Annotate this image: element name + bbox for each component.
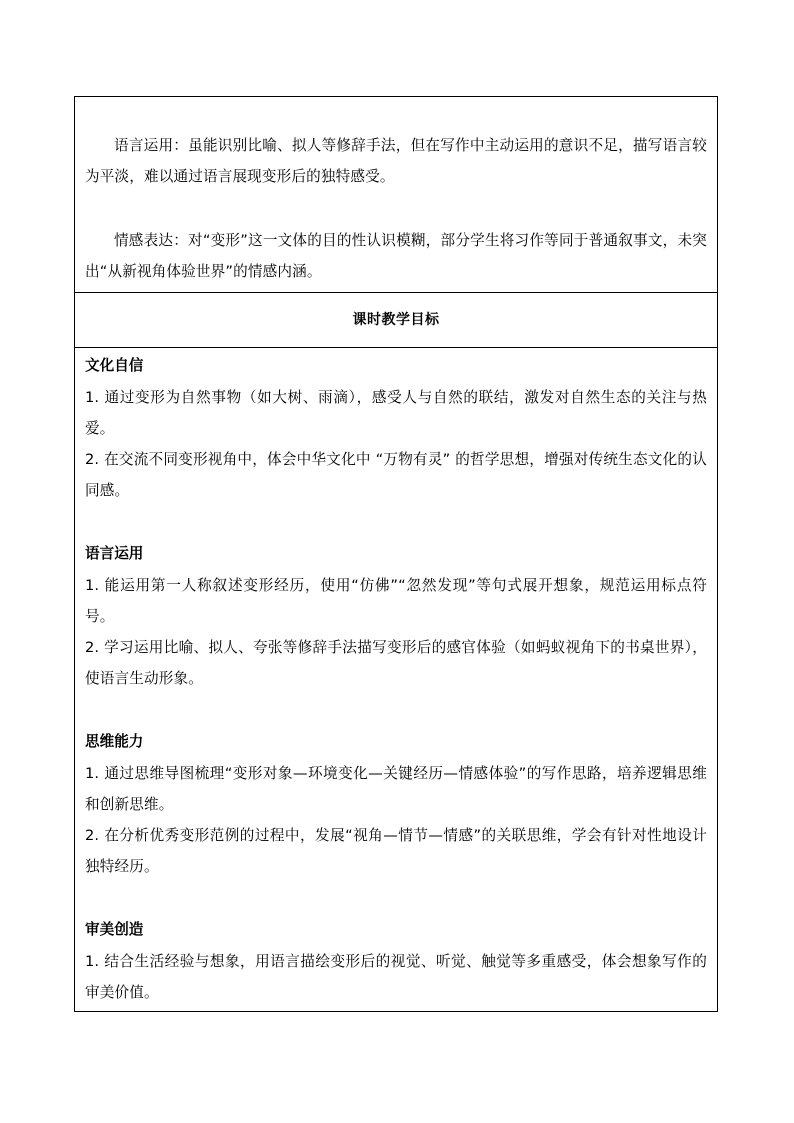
objectives-header-cell [75,293,717,348]
section-title: 文化自信 [85,357,144,374]
language-use-analysis: 语言运用：虽能识别比喻、拟人等修辞手法，但在写作中主动运用的意识不足，描写语言较为平淡，难以通过语言展现变形后的独特感受。 [85,137,707,185]
objective-item: 1. 通过思维导图梳理“变形对象—环境变化—关键经历—情感体验”的写作思路，培养逻辑思维和创新思维。 [85,765,707,813]
section-language-use [85,538,707,694]
section-thinking-ability [85,726,707,882]
section-title: 思维能力 [85,733,144,750]
emotion-expression-analysis: 情感表达：对“变形”这一文体的目的性认识模糊，部分学生将习作等同于普通叙事文，未突出“从新视角体验世界”的情感内涵。 [85,232,707,280]
objective-item: 1. 结合生活经验与想象，用语言描绘变形后的视觉、听觉、触觉等多重感受，体会想象写作的审美价值。 [85,953,707,1001]
section-title: 语言运用 [85,545,144,562]
section-cultural-confidence [85,350,707,506]
objective-item: 1. 通过变形为自然事物（如大树、雨滴），感受人与自然的联结，激发对自然生态的关注与热爱。 [85,389,707,437]
objective-item: 2. 学习运用比喻、拟人、夸张等修辞手法描写变形后的感官体验（如蚂蚁视角下的书桌世界），使语言生动形象。 [85,639,707,687]
objective-item: 2. 在交流不同变形视角中，体会中华文化中 “万物有灵” 的哲学思想，增强对传统生态文化的认同感。 [85,451,707,499]
lesson-plan-table [74,96,718,1012]
objectives-body-cell [75,348,717,1011]
objective-item: 2. 在分析优秀变形范例的过程中，发展“视角—情节—情感”的关联思维，学会有针对性地设计独特经历。 [85,827,707,875]
objective-item: 1. 能运用第一人称叙述变形经历，使用“仿佛”“忽然发现”等句式展开想象，规范运用标点符号。 [85,577,707,625]
section-title: 审美创造 [85,921,144,938]
section-aesthetic-creation [85,914,707,1008]
learning-analysis-cell [75,97,717,293]
objectives-header-title: 课时教学目标 [352,312,440,328]
